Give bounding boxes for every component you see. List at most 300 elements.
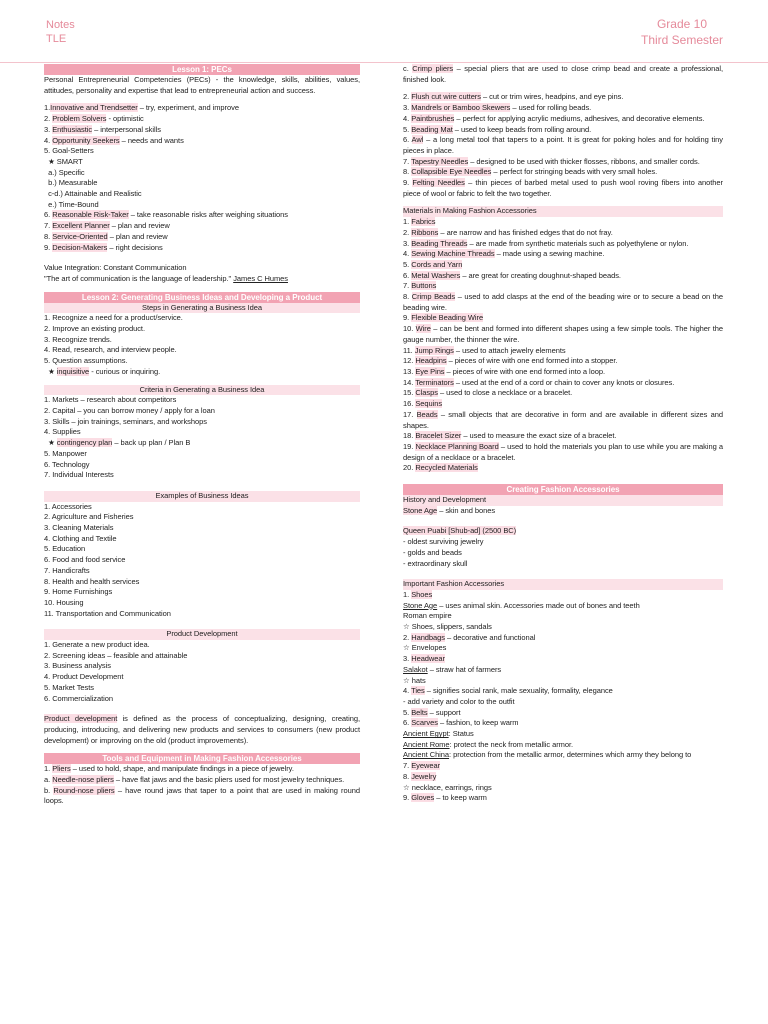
text-segment: – used for rolling beads. bbox=[510, 103, 592, 113]
spacer bbox=[44, 285, 360, 292]
highlighted-term: Scarves bbox=[411, 718, 438, 728]
text-line bbox=[44, 324, 360, 335]
highlighted-term: Flush cut wire cutters bbox=[411, 92, 481, 102]
highlighted-term: Problem Solvers bbox=[52, 114, 107, 124]
spacer bbox=[403, 516, 723, 526]
text-segment: 6. bbox=[403, 135, 412, 145]
text-line bbox=[44, 125, 360, 136]
text-segment: 13. bbox=[403, 366, 416, 376]
spacer bbox=[44, 96, 360, 103]
text-line bbox=[403, 157, 723, 168]
text-segment: 3. Business analysis bbox=[44, 661, 111, 671]
text-segment: 2. bbox=[44, 114, 53, 124]
highlighted-term: Beads bbox=[416, 409, 438, 419]
text-line bbox=[403, 135, 726, 156]
text-line bbox=[44, 417, 360, 428]
text-segment: 20. bbox=[403, 463, 416, 473]
text-line bbox=[403, 665, 723, 676]
text-segment: 7. bbox=[403, 156, 412, 166]
right-column bbox=[403, 64, 726, 804]
highlighted-term: Ribbons bbox=[411, 227, 439, 237]
text-segment: 10. Housing bbox=[44, 597, 84, 607]
highlighted-term: Felting Needles bbox=[412, 178, 465, 188]
highlighted-term: Necklace Planning Board bbox=[415, 441, 499, 451]
text-line bbox=[44, 449, 360, 460]
text-line bbox=[403, 708, 723, 719]
text-line bbox=[44, 221, 360, 232]
text-segment: b.) Measurable bbox=[44, 178, 98, 188]
text-line bbox=[44, 544, 360, 555]
text-segment: e.) Time-Bound bbox=[44, 199, 99, 209]
text-line bbox=[44, 587, 360, 598]
text-line bbox=[44, 189, 360, 200]
highlighted-term: Eye Pins bbox=[415, 366, 445, 376]
text-segment: c. bbox=[403, 64, 413, 73]
text-line bbox=[44, 335, 360, 346]
text-segment: - golds and beads bbox=[403, 547, 462, 557]
highlighted-term: Tapestry Needles bbox=[411, 156, 469, 166]
highlighted-term: Cords and Yarn bbox=[411, 259, 463, 269]
text-line bbox=[403, 249, 723, 260]
highlighted-term: Headwear bbox=[411, 654, 445, 664]
text-segment: 2. bbox=[403, 227, 412, 237]
text-segment: Value Integration: Constant Communication bbox=[44, 263, 187, 273]
text-line bbox=[403, 697, 723, 708]
text-segment: 18. bbox=[403, 431, 416, 441]
text-line bbox=[403, 590, 723, 601]
text-line bbox=[403, 292, 726, 313]
text-line bbox=[403, 761, 723, 772]
spacer bbox=[44, 704, 360, 714]
highlighted-term: Collapsible Eye Needles bbox=[411, 167, 492, 177]
text-segment: – used to add clasps at the end of the beading wire or to secure a bead on the beading wire. bbox=[403, 292, 726, 312]
text-segment: ☆ Envelopes bbox=[403, 643, 447, 653]
text-segment: a.) Specific bbox=[44, 167, 85, 177]
text-segment: 9. bbox=[44, 242, 53, 252]
text-segment: 3. bbox=[44, 124, 53, 134]
text-line bbox=[44, 356, 360, 367]
text-segment: 4. Supplies bbox=[44, 427, 81, 437]
text-segment: – to keep warm bbox=[434, 793, 487, 803]
highlighted-term: Eyewear bbox=[411, 761, 441, 771]
text-segment: – used to hold the materials you plan to use while you are making a design of a necklace or a bracelet. bbox=[403, 441, 726, 462]
text-segment: – pieces of wire with one end formed into a loop. bbox=[444, 366, 606, 376]
text-segment: 11. Transportation and Communication bbox=[44, 608, 171, 618]
text-line bbox=[44, 764, 360, 775]
text-line bbox=[44, 470, 360, 481]
text-segment: ★ bbox=[44, 366, 57, 376]
text-segment: 1. Accessories bbox=[44, 501, 92, 511]
text-segment: – are made from synthetic materials such as polyethylene or nylon. bbox=[467, 238, 689, 248]
text-line bbox=[44, 460, 360, 471]
text-line bbox=[44, 168, 360, 179]
highlighted-term: Wire bbox=[415, 324, 431, 334]
spacer bbox=[403, 474, 723, 484]
text-line bbox=[403, 740, 723, 751]
text-segment: ☆ hats bbox=[403, 675, 426, 685]
text-segment: – right decisions bbox=[107, 242, 163, 252]
text-segment: – special pliers that are used to close crimp bead and create a professional, finished look. bbox=[403, 64, 726, 84]
text-segment: – support bbox=[427, 707, 461, 717]
text-segment: 3. Skills – join trainings, seminars, and workshops bbox=[44, 416, 207, 426]
text-segment: 2. bbox=[403, 632, 412, 642]
text-line bbox=[403, 559, 723, 570]
text-line bbox=[403, 718, 723, 729]
text-line bbox=[44, 345, 360, 356]
text-segment: – made using a sewing machine. bbox=[494, 249, 605, 259]
text-line bbox=[44, 210, 360, 221]
text-line bbox=[44, 555, 360, 566]
text-line bbox=[403, 506, 723, 517]
text-segment: 1. Generate a new product idea. bbox=[44, 640, 150, 650]
text-segment: – pieces of wire with one end formed into a stopper. bbox=[446, 356, 618, 366]
text-segment: 3. bbox=[403, 654, 412, 664]
text-line bbox=[403, 103, 723, 114]
text-segment: 4. Clothing and Textile bbox=[44, 533, 117, 543]
highlighted-term: Crimp Beads bbox=[411, 292, 456, 302]
left-column bbox=[44, 64, 363, 807]
highlighted-term: Headpins bbox=[415, 356, 447, 366]
text-segment: 8. bbox=[44, 231, 53, 241]
text-line bbox=[403, 783, 723, 794]
text-segment: 6. Commercialization bbox=[44, 693, 114, 703]
text-segment: - add variety and color to the outfit bbox=[403, 696, 515, 706]
text-segment: 9. bbox=[403, 793, 412, 803]
text-line bbox=[403, 654, 723, 665]
text-segment: ★ SMART bbox=[44, 156, 83, 166]
text-line bbox=[44, 566, 360, 577]
text-segment: 9. bbox=[403, 313, 412, 323]
text-segment: 9. Home Furnishings bbox=[44, 587, 113, 597]
highlighted-term: Service-Oriented bbox=[52, 231, 108, 241]
text-segment: a. bbox=[44, 775, 53, 785]
underlined-term: Ancient China bbox=[403, 750, 450, 760]
text-line bbox=[403, 772, 723, 783]
grade-header bbox=[632, 16, 732, 48]
text-segment: 4. bbox=[403, 249, 412, 259]
text-segment: 5. Education bbox=[44, 544, 86, 554]
text-segment: 1. bbox=[44, 764, 53, 774]
text-segment: – used at the end of a cord or chain to cover any knots or closures. bbox=[453, 377, 675, 387]
text-segment: 4. Read, research, and interview people. bbox=[44, 345, 177, 355]
subsection-heading: Materials in Making Fashion Accessories bbox=[403, 206, 723, 217]
text-line bbox=[403, 324, 726, 345]
text-segment: – uses animal skin. Accessories made out of bones and teeth bbox=[437, 600, 640, 610]
subsection-heading: History and Development bbox=[403, 495, 723, 506]
text-segment: – thin pieces of barbed metal used to push wool roving fibers into another piece of wool or fabric to felt the two together. bbox=[403, 178, 726, 198]
text-segment: 2. Agriculture and Fisheries bbox=[44, 512, 134, 522]
text-segment: 9. bbox=[403, 178, 413, 188]
text-segment: – straw hat of farmers bbox=[427, 664, 502, 674]
text-segment: c-d.) Attainable and Realistic bbox=[44, 189, 142, 199]
text-segment: 11. bbox=[403, 345, 415, 355]
text-segment: 7. Individual Interests bbox=[44, 470, 114, 480]
highlighted-term: Ties bbox=[411, 686, 425, 696]
notes-label: Notes bbox=[46, 19, 75, 31]
text-line bbox=[403, 239, 723, 250]
text-segment: 6. Technology bbox=[44, 459, 90, 469]
text-segment: ☆ necklace, earrings, rings bbox=[403, 782, 492, 792]
text-segment: 3. Cleaning Materials bbox=[44, 523, 114, 533]
text-line bbox=[403, 729, 723, 740]
subsection-heading: Steps in Generating a Business Idea bbox=[44, 303, 360, 314]
text-segment: 5. bbox=[403, 259, 412, 269]
text-line bbox=[403, 431, 723, 442]
text-segment: – skin and bones bbox=[437, 505, 496, 515]
highlighted-term: Buttons bbox=[411, 281, 437, 291]
text-line bbox=[44, 103, 360, 114]
text-line bbox=[44, 146, 360, 157]
text-line bbox=[403, 178, 726, 199]
text-segment: 6. bbox=[403, 718, 412, 728]
text-segment: 1. Markets – research about competitors bbox=[44, 395, 177, 405]
text-segment: 7. bbox=[403, 761, 412, 771]
notes-header bbox=[46, 18, 75, 46]
highlighted-term: Beading Threads bbox=[411, 238, 468, 248]
text-line bbox=[403, 409, 726, 431]
section-heading: Lesson 1: PECs bbox=[44, 64, 360, 75]
text-line bbox=[403, 750, 723, 761]
text-segment: 4. Product Development bbox=[44, 672, 124, 682]
header-divider bbox=[0, 62, 768, 63]
text-line bbox=[403, 611, 723, 622]
text-line bbox=[44, 395, 360, 406]
text-segment: 4. bbox=[44, 135, 53, 145]
highlighted-term: Crimp pliers bbox=[412, 64, 454, 73]
text-segment: 3. bbox=[403, 103, 412, 113]
text-line bbox=[403, 92, 723, 103]
text-line bbox=[44, 157, 360, 168]
text-line bbox=[44, 672, 360, 683]
text-segment: 17. bbox=[403, 409, 417, 419]
highlighted-term: Jump Rings bbox=[414, 345, 454, 355]
text-line bbox=[403, 676, 723, 687]
text-segment: - curious or inquiring. bbox=[89, 366, 161, 376]
text-line bbox=[44, 512, 360, 523]
text-segment: – used to close a necklace or a bracelet. bbox=[437, 388, 573, 398]
text-line bbox=[44, 438, 360, 449]
text-segment: 1. bbox=[44, 103, 51, 113]
text-segment: 1. bbox=[403, 217, 412, 227]
grade-label: Grade 10 bbox=[656, 17, 708, 31]
text-segment: 3. Recognize trends. bbox=[44, 334, 112, 344]
text-segment: 19. bbox=[403, 441, 416, 451]
text-line bbox=[403, 399, 723, 410]
underlined-term: Ancient Egypt bbox=[403, 729, 449, 739]
text-line bbox=[403, 633, 723, 644]
highlighted-term: Round-nose pliers bbox=[53, 785, 115, 795]
text-segment: – plan and review bbox=[107, 231, 168, 241]
highlighted-term: Fabrics bbox=[411, 217, 436, 227]
text-line bbox=[44, 114, 360, 125]
text-segment: : protect the neck from metallic armor. bbox=[449, 739, 574, 749]
highlighted-term: Sewing Machine Threads bbox=[411, 249, 495, 259]
subject-label: TLE bbox=[46, 33, 67, 45]
text-line bbox=[403, 441, 726, 463]
spacer bbox=[403, 199, 723, 206]
text-line bbox=[403, 271, 723, 282]
text-line bbox=[403, 526, 723, 537]
text-line bbox=[44, 775, 360, 786]
text-segment: 8. bbox=[403, 292, 412, 302]
highlighted-term: Clasps bbox=[415, 388, 438, 398]
text-segment: 6. bbox=[403, 270, 412, 280]
text-line bbox=[44, 136, 360, 147]
underlined-term: Stone Age bbox=[403, 600, 438, 610]
highlighted-term: Reasonable Risk-Taker bbox=[52, 210, 129, 220]
text-segment: 7. bbox=[44, 221, 53, 231]
text-segment: – cut or trim wires, headpins, and eye pins. bbox=[480, 92, 624, 102]
highlighted-term: Product development bbox=[44, 714, 118, 724]
spacer bbox=[44, 378, 360, 385]
text-segment: – can be bent and formed into different shapes using a few simple tools. The higher the gauge number, the thinner the wire. bbox=[403, 324, 726, 344]
section-heading: Creating Fashion Accessories bbox=[403, 484, 723, 495]
text-line bbox=[403, 378, 723, 389]
text-segment: - optimistic bbox=[106, 114, 144, 124]
text-segment: 5. Goal-Setters bbox=[44, 146, 94, 156]
text-segment: : Status bbox=[448, 729, 474, 739]
highlighted-term: Shoes bbox=[411, 589, 433, 599]
text-segment: 2. Screening ideas – feasible and attainable bbox=[44, 650, 188, 660]
text-segment: – small objects that are decorative in form and are available in different sizes and shapes. bbox=[403, 409, 726, 430]
highlighted-term: Gloves bbox=[411, 793, 435, 803]
highlighted-term: Enthusiastic bbox=[52, 124, 93, 134]
highlighted-term: Paintbrushes bbox=[411, 113, 455, 123]
text-segment: : protection from the metallic armor, determines which army they belong to bbox=[449, 750, 692, 760]
text-segment: - oldest surviving jewelry bbox=[403, 537, 484, 547]
spacer bbox=[44, 253, 360, 263]
text-segment: ★ bbox=[44, 438, 57, 448]
text-line bbox=[44, 406, 360, 417]
subsection-heading: Product Development bbox=[44, 629, 360, 640]
underlined-term: Salakot bbox=[403, 664, 428, 674]
highlighted-term: Needle-nose pliers bbox=[52, 775, 114, 785]
text-segment: - extraordinary skull bbox=[403, 558, 468, 568]
text-line bbox=[403, 537, 723, 548]
text-line bbox=[403, 125, 723, 136]
text-segment: – fashion, to keep warm bbox=[437, 718, 519, 728]
text-segment: – plan and review bbox=[109, 221, 170, 231]
text-line bbox=[403, 356, 723, 367]
highlighted-term: Jewelry bbox=[411, 771, 437, 781]
text-segment: 8. Health and health services bbox=[44, 576, 140, 586]
highlighted-term: Innovative and Trendsetter bbox=[50, 103, 138, 113]
text-segment: 7. bbox=[403, 281, 412, 291]
text-segment: 3. bbox=[403, 238, 412, 248]
text-segment: 4. bbox=[403, 686, 412, 696]
text-line bbox=[44, 200, 360, 211]
text-line bbox=[403, 228, 723, 239]
text-line bbox=[403, 463, 723, 474]
highlighted-term: Bracelet Sizer bbox=[415, 431, 462, 441]
text-segment: "The art of communication is the language of leadership." bbox=[44, 273, 234, 283]
text-segment: – take reasonable risks after weighing situations bbox=[128, 210, 288, 220]
highlighted-term: Decision-Makers bbox=[52, 242, 108, 252]
text-segment: 5. Manpower bbox=[44, 448, 87, 458]
text-line bbox=[403, 388, 723, 399]
text-line bbox=[403, 167, 723, 178]
text-line bbox=[44, 274, 360, 285]
text-line bbox=[44, 367, 360, 378]
text-segment: ☆ Shoes, slippers, sandals bbox=[403, 622, 492, 632]
text-line bbox=[44, 427, 360, 438]
text-segment: – back up plan / Plan B bbox=[112, 438, 191, 448]
text-line bbox=[403, 114, 723, 125]
text-line bbox=[44, 661, 360, 672]
text-segment: 1. Recognize a need for a product/service. bbox=[44, 313, 183, 323]
text-line bbox=[44, 609, 360, 620]
text-line bbox=[44, 232, 360, 243]
highlighted-term: Excellent Planner bbox=[52, 221, 110, 231]
text-line bbox=[403, 367, 723, 378]
text-line bbox=[44, 523, 360, 534]
text-line bbox=[44, 313, 360, 324]
text-segment: b. bbox=[44, 785, 54, 795]
text-segment: 15. bbox=[403, 388, 416, 398]
text-line bbox=[403, 793, 723, 804]
text-line bbox=[403, 686, 723, 697]
text-segment: – have flat jaws and the basic pliers used for most jewelry techniques. bbox=[113, 775, 345, 785]
highlighted-term: Opportunity Seekers bbox=[52, 135, 120, 145]
text-line bbox=[403, 64, 726, 85]
highlighted-term: Queen Puabi [Shub-ad] (2500 BC) bbox=[403, 526, 517, 536]
text-line bbox=[44, 714, 363, 746]
highlighted-term: Recycled Materials bbox=[415, 463, 478, 473]
text-line bbox=[403, 260, 723, 271]
text-segment: 14. bbox=[403, 377, 416, 387]
highlighted-term: Stone Age bbox=[403, 505, 438, 515]
subsection-heading: Criteria in Generating a Business Idea bbox=[44, 385, 360, 396]
text-segment: – have round jaws that taper to a point that are used in making round loops. bbox=[44, 785, 363, 806]
section-heading: Lesson 2: Generating Business Ideas and Developing a Product bbox=[44, 292, 360, 303]
text-segment: – used to measure the exact size of a bracelet. bbox=[461, 431, 617, 441]
text-line bbox=[403, 281, 723, 292]
text-line bbox=[403, 643, 723, 654]
spacer bbox=[44, 619, 360, 629]
underlined-term: James C Humes bbox=[233, 273, 288, 283]
text-line bbox=[44, 243, 360, 254]
text-line bbox=[44, 651, 360, 662]
text-segment: 5. Question assumptions. bbox=[44, 356, 128, 366]
spacer bbox=[403, 569, 723, 579]
text-segment: – used to attach jewelry elements bbox=[453, 345, 566, 355]
highlighted-term: Metal Washers bbox=[411, 270, 461, 280]
text-segment: – used to hold, shape, and manipulate findings in a piece of jewelry. bbox=[70, 764, 294, 774]
highlighted-term: Handbags bbox=[411, 632, 445, 642]
text-segment: 7. Handicrafts bbox=[44, 565, 90, 575]
text-line bbox=[403, 548, 723, 559]
text-segment: – a long metal tool that tapers to a point. It is great for poking holes and for holding tiny pieces in place. bbox=[403, 135, 726, 155]
text-segment: Roman empire bbox=[403, 611, 452, 621]
text-segment: 5. bbox=[403, 707, 412, 717]
highlighted-term: Pliers bbox=[52, 764, 71, 774]
highlighted-term: Mandrels or Bamboo Skewers bbox=[411, 103, 511, 113]
text-segment: – used to keep beads from rolling around. bbox=[452, 124, 592, 134]
text-line bbox=[44, 694, 360, 705]
text-segment: – are narrow and has finished edges that do not fray. bbox=[438, 227, 613, 237]
text-line bbox=[44, 178, 360, 189]
text-segment: – needs and wants bbox=[119, 135, 184, 145]
text-segment: 2. bbox=[403, 92, 412, 102]
text-segment: – perfect for applying acrylic mediums, adhesives, and decorative elements. bbox=[454, 113, 705, 123]
text-segment: 2. Capital – you can borrow money / apply for a loan bbox=[44, 405, 215, 415]
subsection-heading: Important Fashion Accessories bbox=[403, 579, 723, 590]
text-line bbox=[403, 622, 723, 633]
spacer bbox=[44, 481, 360, 491]
text-segment: – try, experiment, and improve bbox=[137, 103, 239, 113]
highlighted-term: Awl bbox=[411, 135, 424, 145]
text-line bbox=[44, 640, 360, 651]
